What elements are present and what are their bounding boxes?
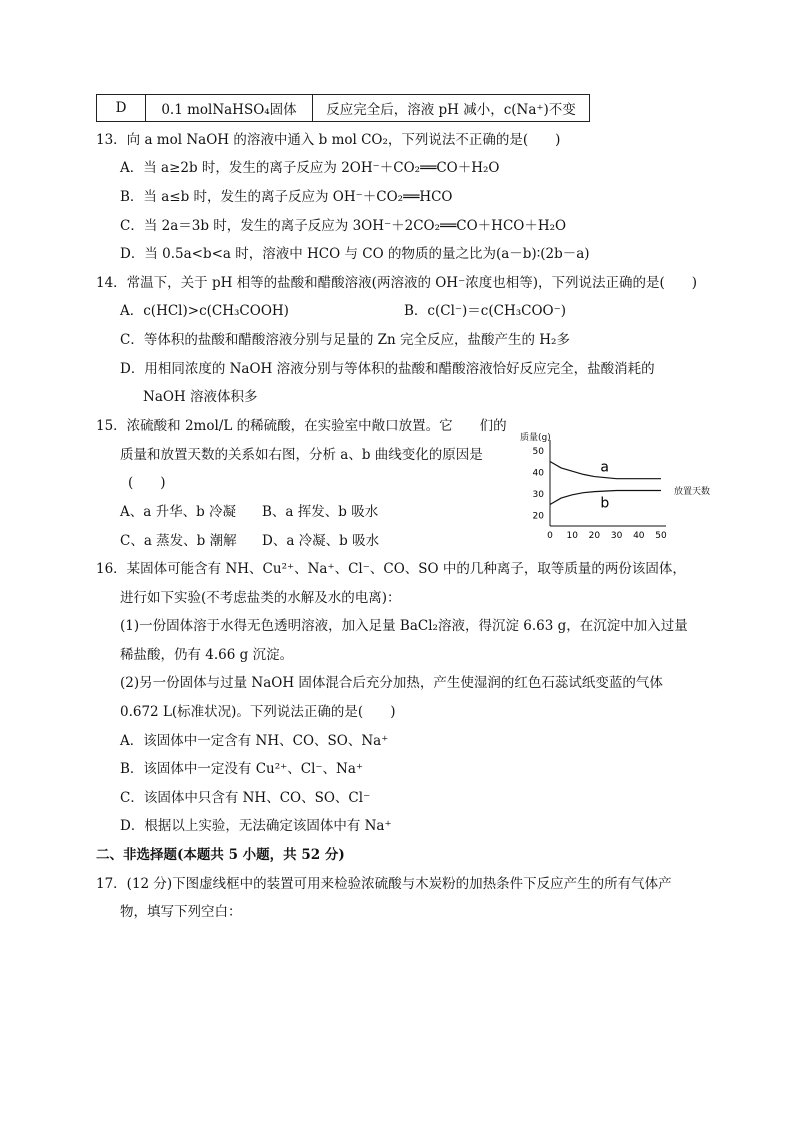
y-tick-label: 50 (532, 446, 544, 457)
y-tick-label: 20 (532, 511, 544, 522)
q16-experiment-1-cont: 稀盐酸，仍有 4.66 g 沉淀。 (120, 647, 294, 663)
q16-experiment-2-cont: 0.672 L(标准状况)。下列说法正确的是( ) (120, 704, 396, 720)
q16-experiment-2: (2)另一份固体与过量 NaOH 固体混合后充分加热，产生使湿润的红色石蕊试纸变蓝的气体 (120, 675, 663, 691)
q14-option-d-cont: NaOH 溶液体积多 (143, 389, 258, 405)
x-tick-label: 40 (633, 531, 645, 541)
x-tick-label: 30 (610, 531, 623, 541)
q15-answer-paren: ( ) (128, 475, 166, 491)
q14-option-a: A．c(HCl)>c(CH₃COOH) (120, 303, 289, 319)
result-cell: 反应完全后，溶液 pH 减小，c(Na⁺)不变 (313, 95, 590, 122)
q16-experiment-1: (1)一份固体溶于水得无色透明溶液，加入足量 BaCl₂溶液，得沉淀 6.63 g，在沉淀中加入过量 (120, 618, 688, 634)
q15-option-b: B、a 挥发、b 吸水 (262, 504, 379, 520)
mass-days-chart (516, 428, 726, 543)
series-label-b: b (600, 495, 610, 512)
section-heading: 二、非选择题(本题共 5 小题，共 52 分) (96, 847, 345, 863)
x-tick-label: 20 (588, 531, 601, 541)
q17-stem-cont: 物，填写下列空白： (120, 904, 242, 920)
q13-option-d: D．当 0.5a<b<a 时，溶液中 HCO 与 CO 的物质的量之比为(a－b)∶(2b－a) (120, 246, 590, 262)
reagent-cell: 0.1 molNaHSO₄固体 (146, 95, 313, 122)
q15-option-d: D、a 冷凝、b 吸水 (262, 533, 380, 549)
x-tick-label: 50 (655, 531, 667, 541)
q13-option-b: B．当 a≤b 时，发生的离子反应为 OH⁻＋CO₂══HCO (120, 189, 453, 205)
q15-option-c: C、a 蒸发、b 潮解 (120, 533, 237, 549)
series-label-a: a (600, 459, 609, 476)
row-label: D (97, 95, 146, 122)
q16-option-c: C．该固体中只含有 NH、CO、SO、Cl⁻ (120, 790, 371, 806)
q13-option-a: A．当 a≥2b 时，发生的离子反应为 2OH⁻＋CO₂══CO＋H₂O (120, 160, 500, 176)
option-table (96, 94, 590, 122)
q13-option-c: C．当 2a＝3b 时，发生的离子反应为 3OH⁻＋2CO₂══CO＋HCO＋H₂O (120, 218, 567, 234)
q17-stem: 17．(12 分)下图虚线框中的装置可用来检验浓硫酸与木炭粉的加热条件下反应产生的所有气体产 (96, 876, 672, 892)
q16-option-a: A．该固体中一定含有 NH、CO、SO、Na⁺ (120, 733, 389, 749)
q16-option-b: B．该固体中一定没有 Cu²⁺、Cl⁻、Na⁺ (120, 761, 364, 777)
q16-stem: 16．某固体可能含有 NH、Cu²⁺、Na⁺、Cl⁻、CO、SO 中的几种离子，取等质量的两份该固体， (96, 561, 686, 577)
q15-option-a: A、a 升华、b 冷凝 (120, 504, 237, 520)
y-tick-label: 30 (532, 489, 544, 500)
q14-option-c: C．等体积的盐酸和醋酸溶液分别与足量的 Zn 完全反应，盐酸产生的 H₂多 (120, 332, 570, 348)
x-tick-label: 0 (547, 531, 553, 541)
q13-stem: 13．向 a mol NaOH 的溶液中通入 b mol CO₂，下列说法不正确的是( ) (96, 132, 561, 148)
q14-option-b: B．c(Cl⁻)＝c(CH₃COO⁻) (404, 303, 566, 319)
table-row (97, 95, 590, 122)
q15-stem-cont: 质量和放置天数的关系如右图，分析 a、b 曲线变化的原因是 (120, 447, 483, 463)
q16-stem-cont: 进行如下实验(不考虑盐类的水解及水的电离)： (120, 590, 401, 606)
x-tick-label: 10 (566, 531, 578, 541)
q16-option-d: D．根据以上实验，无法确定该固体中有 Na⁺ (120, 818, 392, 834)
x-axis-label: 放置天数 (674, 487, 711, 497)
y-tick-label: 40 (532, 468, 544, 479)
q14-option-d: D．用相同浓度的 NaOH 溶液分别与等体积的盐酸和醋酸溶液恰好反应完全，盐酸消耗的 (120, 361, 655, 377)
q14-stem: 14．常温下，关于 pH 相等的盐酸和醋酸溶液(两溶液的 OH⁻浓度也相等)，下列说法正确的是( ) (96, 275, 697, 291)
q15-stem: 15．浓硫酸和 2mol/L 的稀硫酸，在实验室中敞口放置。它 们的 (96, 418, 507, 434)
y-axis-label: 质量(g) (520, 433, 551, 443)
